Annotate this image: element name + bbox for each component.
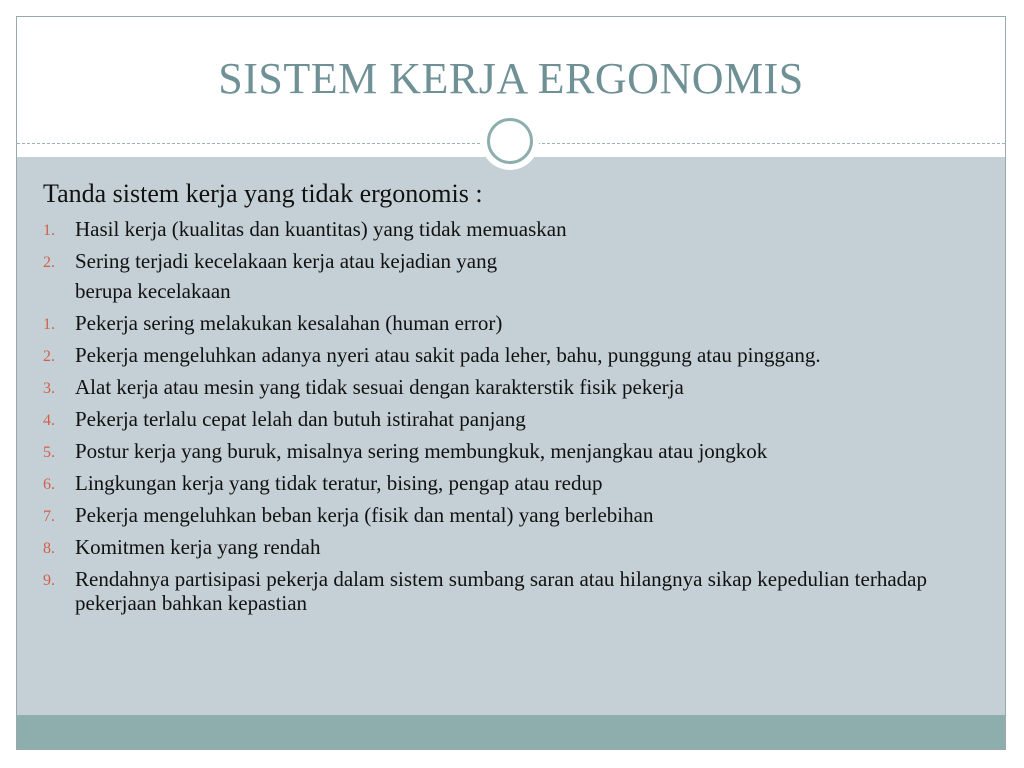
item-number: 4.: [43, 412, 55, 429]
list-item: [43, 407, 973, 431]
item-text: Pekerja terlalu cepat lelah dan butuh istirahat panjang: [75, 407, 526, 431]
list-item: [43, 439, 973, 463]
slide: [16, 16, 1006, 750]
item-number: 3.: [43, 380, 55, 397]
ring-icon: [487, 118, 533, 164]
slide-body: [43, 177, 973, 623]
list-item: [43, 375, 973, 399]
item-text: Alat kerja atau mesin yang tidak sesuai dengan karakterstik fisik pekerja: [75, 375, 684, 399]
item-number: 1.: [43, 316, 55, 333]
list-item: [43, 503, 973, 527]
item-text: Pekerja mengeluhkan beban kerja (fisik dan mental) yang berlebihan: [75, 503, 654, 527]
item-number: 2.: [43, 254, 55, 271]
list-item: [43, 311, 973, 335]
list-item-continuation: [43, 279, 973, 303]
item-text: Sering terjadi kecelakaan kerja atau kejadian yang: [75, 249, 498, 273]
item-text: Pekerja mengeluhkan adanya nyeri atau sakit pada leher, bahu, punggung atau pinggang.: [75, 343, 821, 367]
item-text: Lingkungan kerja yang tidak teratur, bising, pengap atau redup: [75, 471, 603, 495]
item-number: 2.: [43, 348, 55, 365]
list-item: [43, 535, 973, 559]
item-number: 6.: [43, 476, 55, 493]
footer-band: [17, 715, 1005, 749]
circle-ornament-icon: [481, 112, 539, 170]
item-text: Hasil kerja (kualitas dan kuantitas) yang tidak memuaskan: [75, 217, 567, 241]
slide-title: SISTEM KERJA ERGONOMIS: [218, 54, 804, 103]
item-text: Komitmen kerja yang rendah: [75, 535, 321, 559]
item-number: 7.: [43, 508, 55, 525]
item-text: Rendahnya partisipasi pekerja dalam sistem sumbang saran atau hilangnya sikap kepedulian terhadap pekerjaan bahkan kepastian: [75, 567, 927, 615]
list-item: [43, 343, 973, 367]
list-item: [43, 249, 973, 273]
list-item: [43, 471, 973, 495]
item-text: Pekerja sering melakukan kesalahan (human error): [75, 311, 503, 335]
item-number: 5.: [43, 444, 55, 461]
item-list: [43, 217, 973, 615]
item-number: 1.: [43, 222, 55, 239]
item-text: Postur kerja yang buruk, misalnya sering membungkuk, menjangkau atau jongkok: [75, 439, 768, 463]
item-number: 8.: [43, 540, 55, 557]
list-item: [43, 217, 973, 241]
item-text: berupa kecelakaan: [75, 279, 231, 303]
list-item: [43, 567, 973, 615]
intro-text: Tanda sistem kerja yang tidak ergonomis :: [43, 179, 483, 208]
item-number: 9.: [43, 572, 55, 589]
